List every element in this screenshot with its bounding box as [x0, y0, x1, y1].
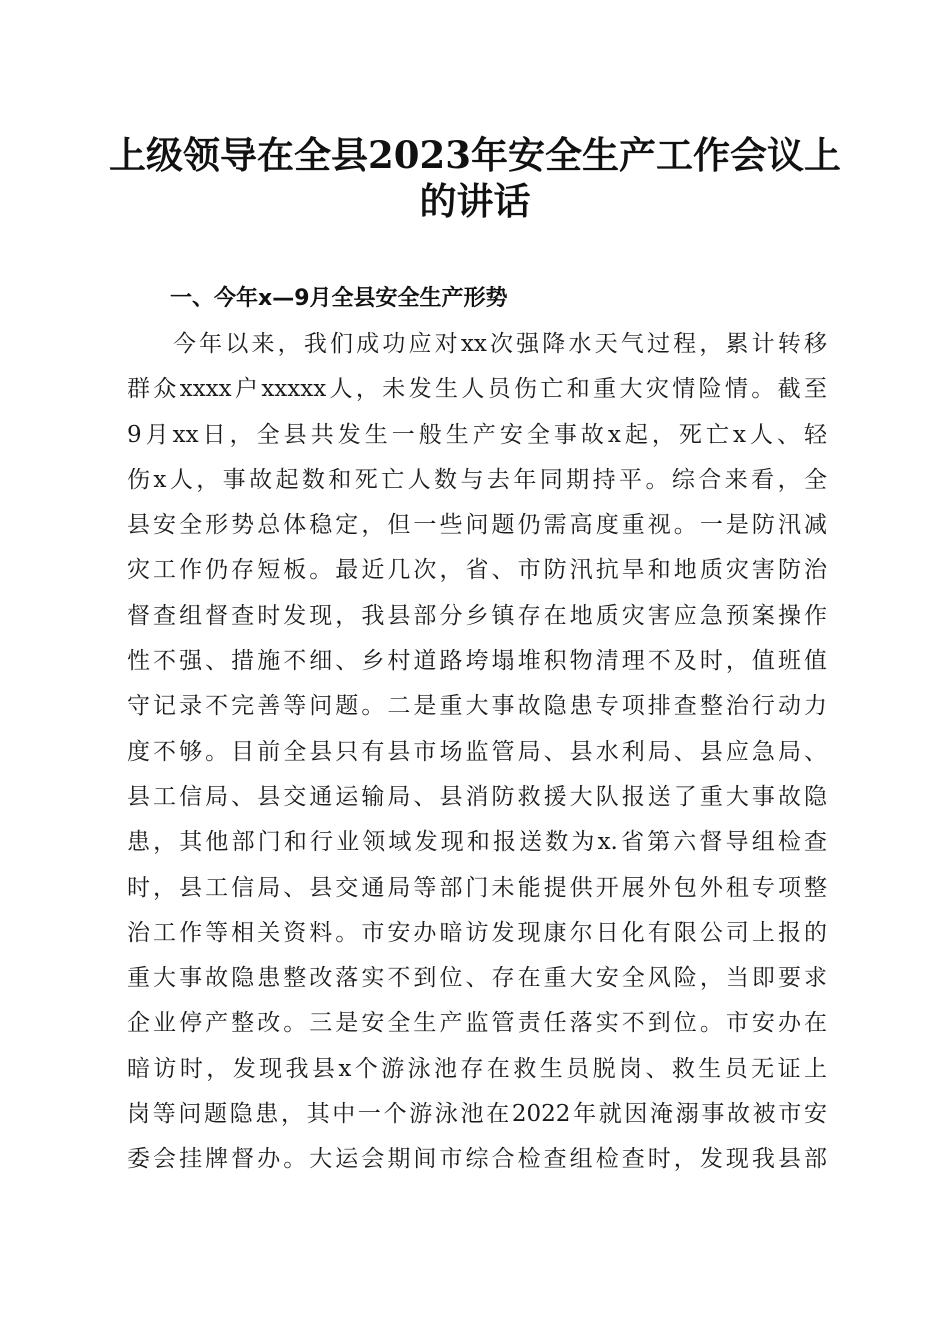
body-line: 灾工作仍存短板。最近几次，省、市防汛抗旱和地质灾害防治	[127, 557, 827, 584]
title-line-2: 的讲话	[419, 179, 531, 223]
body-line: 守记录不完善等问题。二是重大事故隐患专项排查整治行动力	[127, 693, 827, 720]
document-title	[100, 132, 850, 224]
body-line: 9月xx日，全县共发生一般生产安全事故x起，死亡x人、轻	[127, 421, 827, 448]
body-line: 时，县工信局、县交通局等部门未能提供开展外包外租专项整	[127, 874, 827, 901]
section-heading: 一、今年x—9月全县安全生产形势	[170, 286, 508, 311]
body-line: 性不强、措施不细、乡村道路垮塌堆积物清理不及时，值班值	[127, 648, 827, 675]
body-line: 治工作等相关资料。市安办暗访发现康尔日化有限公司上报的	[127, 919, 827, 946]
body-line: 岗等问题隐患，其中一个游泳池在2022年就因淹溺事故被市安	[127, 1101, 827, 1128]
body-line: 伤x人，事故起数和死亡人数与去年同期持平。综合来看，全	[127, 466, 827, 493]
body-line: 今年以来，我们成功应对xx次强降水天气过程，累计转移	[173, 331, 827, 357]
body-line: 委会挂牌督办。大运会期间市综合检查组检查时，发现我县部	[127, 1146, 827, 1173]
title-line-1: 上级领导在全县2023年安全生产工作会议上	[109, 133, 841, 177]
body-line: 县工信局、县交通运输局、县消防救援大队报送了重大事故隐	[127, 783, 827, 810]
body-line: 群众xxxx户xxxxx人，未发生人员伤亡和重大灾情险情。截至	[127, 376, 827, 403]
body-line: 县安全形势总体稳定，但一些问题仍需高度重视。一是防汛减	[127, 512, 827, 539]
body-line: 重大事故隐患整改落实不到位、存在重大安全风险，当即要求	[127, 965, 827, 992]
body-paragraph	[127, 322, 827, 1183]
body-line: 督查组督查时发现，我县部分乡镇存在地质灾害应急预案操作	[127, 602, 827, 629]
body-line: 企业停产整改。三是安全生产监管责任落实不到位。市安办在	[127, 1010, 827, 1037]
body-line: 患，其他部门和行业领域发现和报送数为x.省第六督导组检查	[127, 829, 827, 856]
body-line: 暗访时，发现我县x个游泳池存在救生员脱岗、救生员无证上	[127, 1055, 827, 1082]
body-line: 度不够。目前全县只有县市场监管局、县水利局、县应急局、	[127, 738, 827, 765]
